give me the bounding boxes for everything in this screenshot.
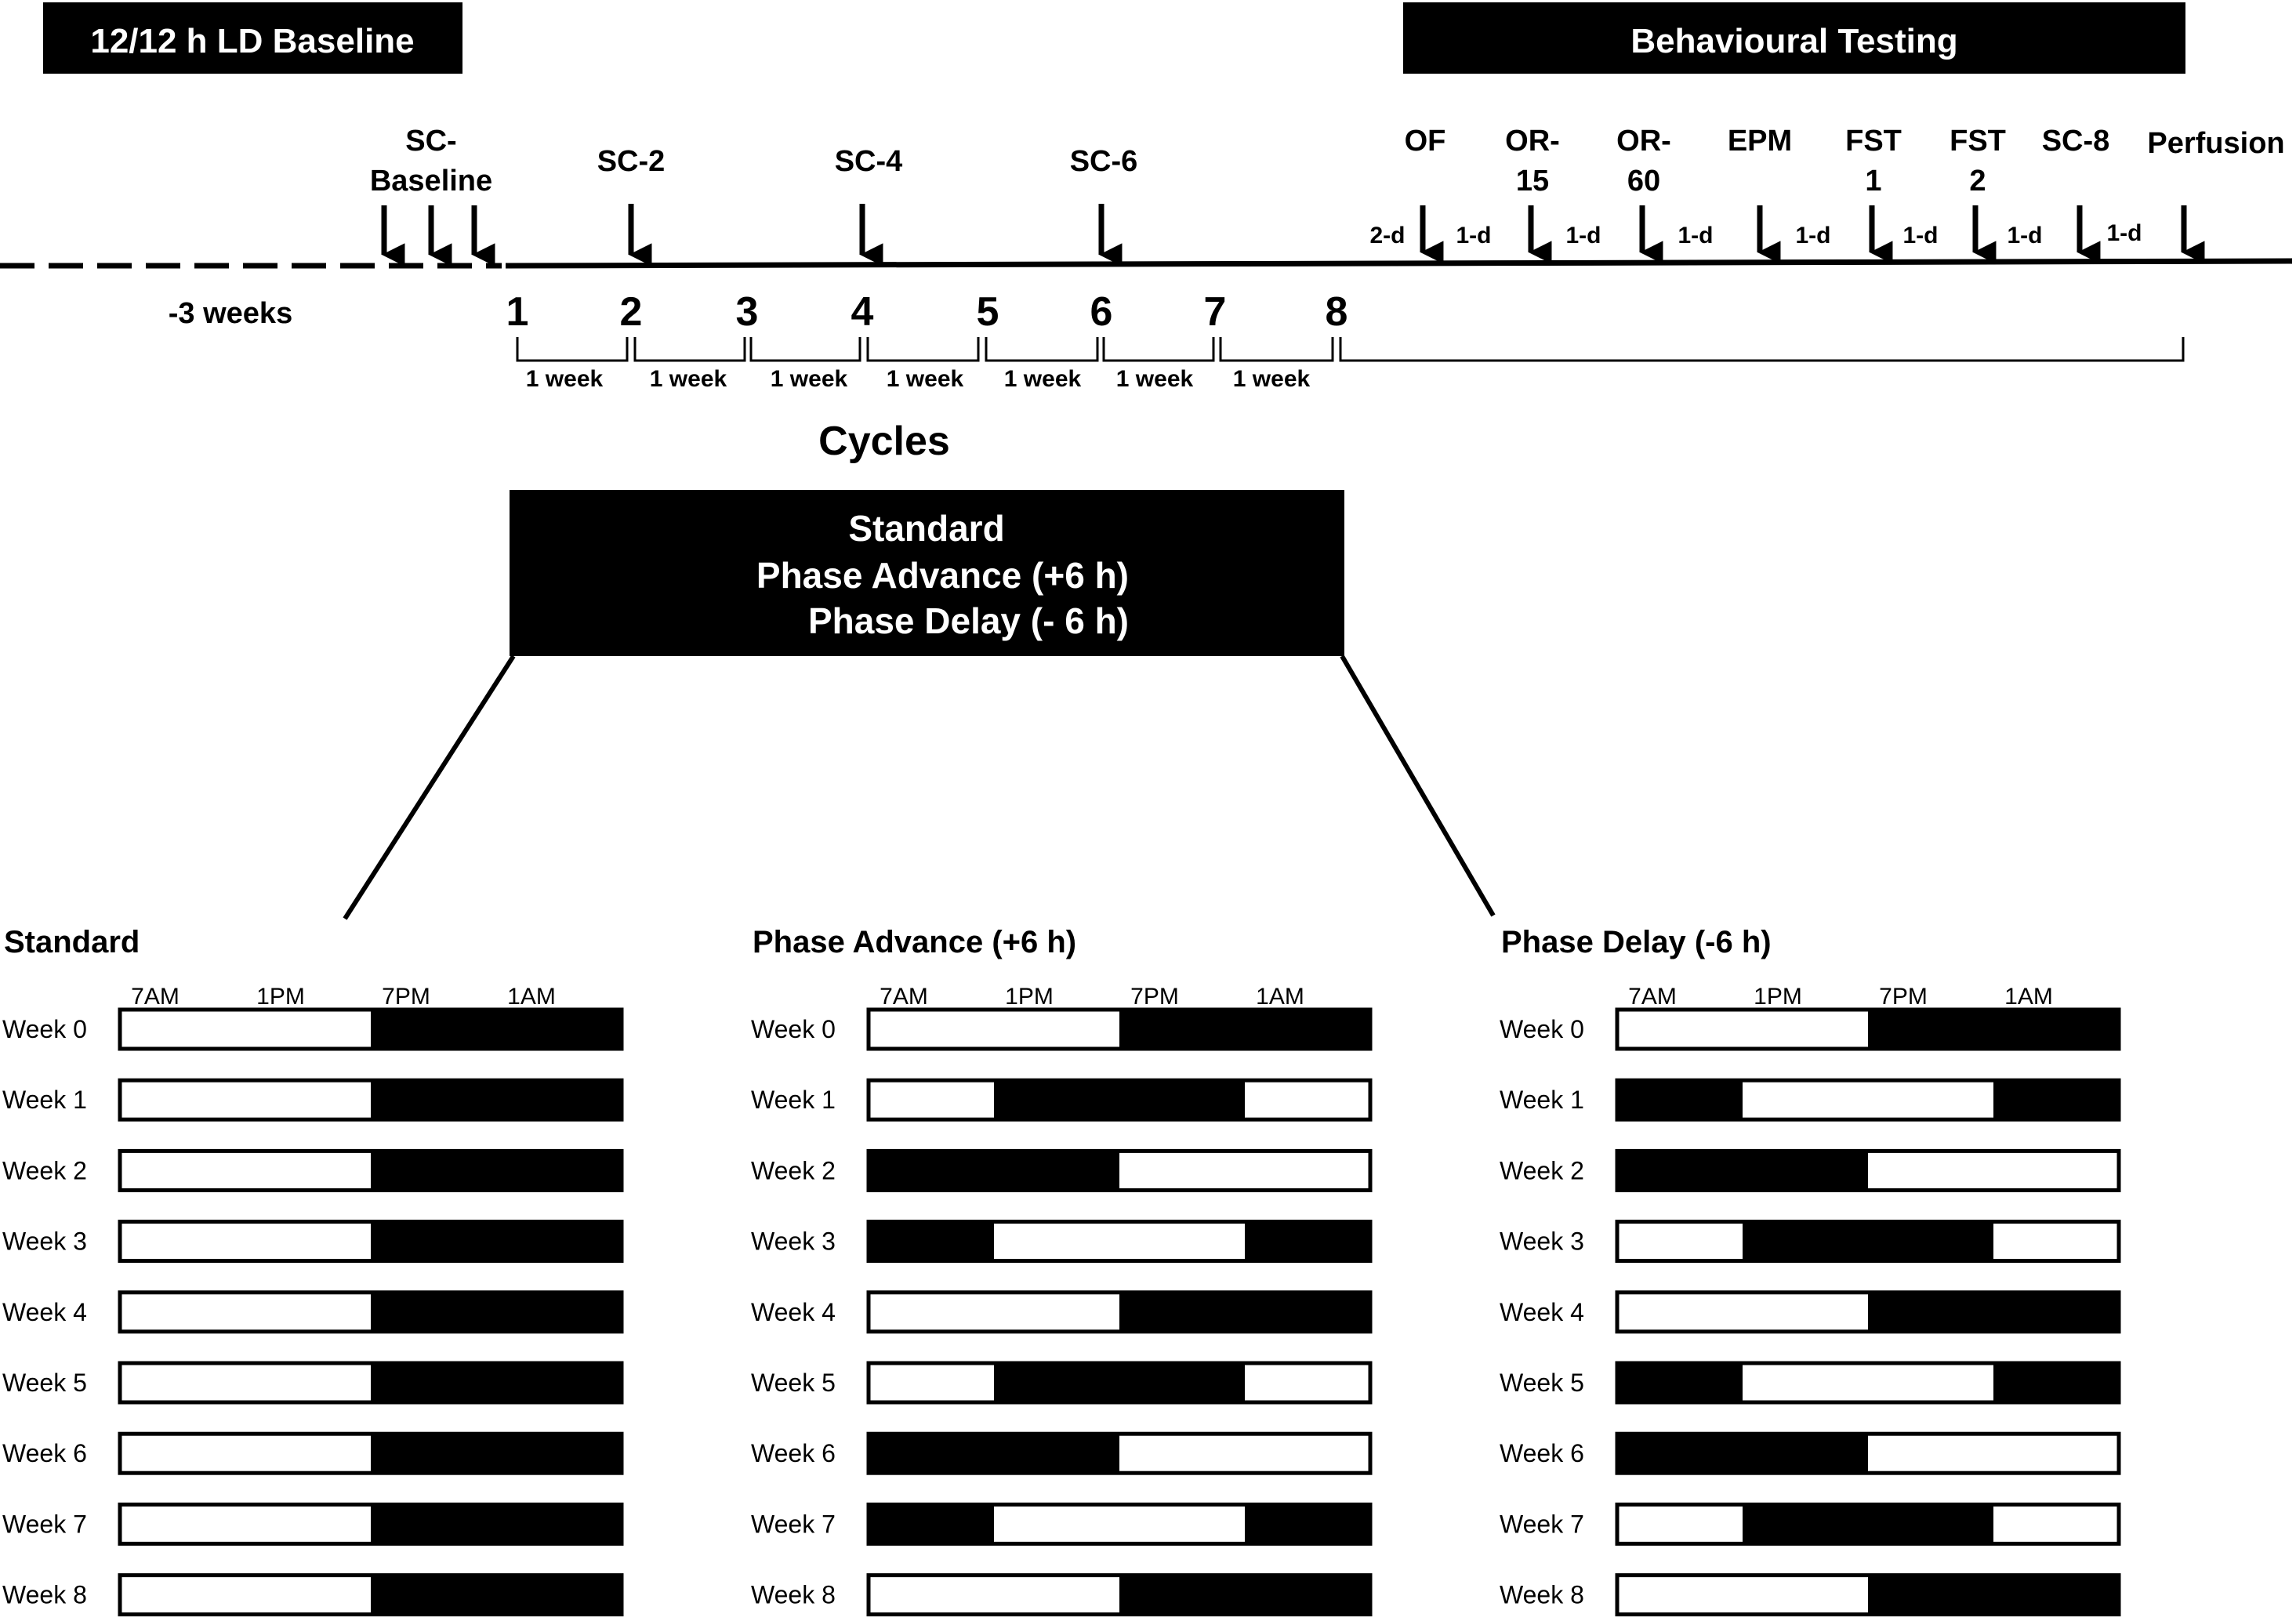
- dark-period-segment: [371, 1504, 622, 1543]
- week-bracket: [517, 337, 627, 361]
- gap-label: 1-d: [1565, 223, 1601, 248]
- week-label: 1 week: [770, 366, 848, 392]
- dark-period-segment: [1245, 1504, 1370, 1543]
- dark-period-segment: [371, 1434, 622, 1473]
- test-label: SC-8: [2041, 125, 2110, 158]
- dark-period-segment: [1119, 1576, 1370, 1615]
- week-row-label: Week 4: [751, 1297, 836, 1326]
- dark-period-segment: [371, 1151, 622, 1190]
- dark-period-segment: [1617, 1151, 1868, 1190]
- cycle-numbers: [506, 289, 1348, 335]
- dark-period-segment: [869, 1151, 1119, 1190]
- sc-session-6: [1070, 145, 1138, 255]
- time-label: 1AM: [2004, 984, 2053, 1010]
- test-fst-2: [1950, 125, 2006, 252]
- week-bracket: [1104, 337, 1213, 361]
- dark-period-segment: [869, 1434, 1119, 1473]
- sc-baseline-label-line2: Baseline: [369, 165, 493, 198]
- gap-label: 1-d: [2007, 223, 2043, 248]
- dark-period-segment: [869, 1504, 994, 1543]
- test-label-sub: 60: [1627, 165, 1661, 198]
- test-label: EPM: [1727, 125, 1793, 158]
- week-row-label: Week 0: [751, 1015, 836, 1043]
- panel-title: Standard: [4, 925, 140, 959]
- week-row-label: Week 1: [1500, 1086, 1584, 1115]
- week-row-label: Week 6: [1500, 1439, 1584, 1468]
- week-row-label: Week 7: [2, 1510, 87, 1539]
- week-row-label: Week 3: [1500, 1227, 1584, 1256]
- gap-label: 1-d: [1456, 223, 1492, 248]
- dark-period-segment: [371, 1010, 622, 1049]
- test-label: OF: [1404, 125, 1446, 158]
- time-label: 1PM: [1754, 984, 1802, 1010]
- conditions-line-standard: Standard: [848, 508, 1005, 549]
- gap-label: 2-d: [1369, 223, 1406, 248]
- week-row-label: Week 4: [2, 1297, 87, 1326]
- dark-period-segment: [1868, 1576, 2119, 1615]
- week-label: 1 week: [1232, 366, 1311, 392]
- dark-period-segment: [994, 1080, 1245, 1119]
- test-label: OR-: [1616, 125, 1671, 158]
- week-row-label: Week 6: [2, 1439, 87, 1468]
- week-row-label: Week 8: [1500, 1580, 1584, 1609]
- week-row-label: Week 1: [751, 1086, 836, 1115]
- time-label: 7PM: [1879, 984, 1928, 1010]
- dark-period-segment: [371, 1222, 622, 1261]
- week-row-label: Week 8: [2, 1580, 87, 1609]
- test-epm: [1728, 125, 1792, 252]
- week-row-label: Week 0: [1500, 1015, 1584, 1043]
- week-row-label: Week 5: [2, 1369, 87, 1397]
- sc-session-label: SC-4: [834, 145, 903, 178]
- panel-standard: [2, 925, 622, 1615]
- test-fst-1: [1845, 125, 1902, 252]
- timeline-axis: [506, 261, 2292, 266]
- funnel-line-left: [345, 656, 513, 919]
- test-or-15: [1505, 125, 1560, 252]
- dark-period-segment: [1617, 1080, 1743, 1119]
- testing-period-bracket: [1340, 337, 2183, 361]
- cycle-number: 5: [976, 289, 999, 335]
- week-label: 1 week: [886, 366, 964, 392]
- dark-period-segment: [371, 1576, 622, 1615]
- dark-period-segment: [1993, 1080, 2119, 1119]
- gap-label: 1-d: [1795, 223, 1831, 248]
- week-bracket: [986, 337, 1097, 361]
- test-label-sub: 2: [1969, 165, 1986, 198]
- time-label: 7AM: [880, 984, 928, 1010]
- dark-period-segment: [1743, 1504, 1993, 1543]
- test-gap-labels: [1370, 220, 2142, 248]
- test-label: Perfusion: [2147, 127, 2285, 160]
- gap-label: 1-d: [1902, 223, 1939, 248]
- week-label: 1 week: [1115, 366, 1194, 392]
- conditions-line-advance: Phase Advance (+6 h): [756, 555, 1129, 596]
- behavioural-testing-banner: [1403, 2, 2185, 74]
- dark-period-segment: [1119, 1293, 1370, 1332]
- cycle-number: 7: [1203, 289, 1227, 335]
- dark-period-segment: [994, 1363, 1245, 1402]
- dark-period-segment: [371, 1080, 622, 1119]
- cycles-title: Cycles: [818, 419, 950, 464]
- conditions-box: [510, 490, 1344, 656]
- week-row-label: Week 3: [2, 1227, 87, 1256]
- week-bracket: [868, 337, 978, 361]
- week-row-label: Week 1: [2, 1086, 87, 1115]
- week-bracket: [751, 337, 860, 361]
- week-row-label: Week 7: [1500, 1510, 1584, 1539]
- sc-session-4: [835, 145, 903, 255]
- test-label: OR-: [1505, 125, 1560, 158]
- cycle-number: 4: [851, 289, 874, 335]
- panel-title: Phase Delay (-6 h): [1501, 925, 1772, 959]
- week-row-label: Week 2: [751, 1156, 836, 1185]
- week-row-label: Week 8: [751, 1580, 836, 1609]
- test-sc-8: [2042, 125, 2110, 252]
- conditions-line-delay: Phase Delay (- 6 h): [807, 600, 1129, 641]
- time-label: 7AM: [131, 984, 180, 1010]
- dark-period-segment: [1119, 1010, 1370, 1049]
- panel-phase-delay: [1500, 925, 2119, 1615]
- sc-baseline-marker: [370, 125, 492, 255]
- dark-period-segment: [1993, 1363, 2119, 1402]
- gap-label: 1-d: [2106, 220, 2142, 246]
- cycle-number: 2: [619, 289, 643, 335]
- dark-period-segment: [1868, 1293, 2119, 1332]
- behavioural-testing-label: Behavioural Testing: [1630, 22, 1958, 60]
- pre-weeks-label: -3 weeks: [168, 297, 293, 330]
- week-bracket: [635, 337, 745, 361]
- sc-baseline-label-line1: SC-: [405, 125, 457, 158]
- week-label: 1 week: [649, 366, 727, 392]
- sc-session-label: SC-6: [1069, 145, 1138, 178]
- dark-period-segment: [371, 1293, 622, 1332]
- time-label: 7AM: [1628, 984, 1677, 1010]
- sc-session-2: [597, 145, 666, 255]
- dark-period-segment: [1743, 1222, 1993, 1261]
- baseline-banner-label: 12/12 h LD Baseline: [90, 22, 415, 60]
- week-row-label: Week 2: [2, 1156, 87, 1185]
- schedule-panels: [2, 925, 2119, 1615]
- week-label: 1 week: [525, 366, 604, 392]
- dark-period-segment: [371, 1363, 622, 1402]
- test-label-sub: 1: [1865, 165, 1882, 198]
- dark-period-segment: [1617, 1434, 1868, 1473]
- week-row-label: Week 5: [1500, 1369, 1584, 1397]
- week-row-label: Week 7: [751, 1510, 836, 1539]
- time-label: 7PM: [1130, 984, 1179, 1010]
- time-label: 1AM: [1256, 984, 1304, 1010]
- test-of: [1405, 125, 1446, 252]
- test-perfusion: [2147, 127, 2284, 252]
- time-label: 1PM: [256, 984, 305, 1010]
- cycle-number: 3: [735, 289, 759, 335]
- cycle-number: 8: [1325, 289, 1348, 335]
- week-row-label: Week 0: [2, 1015, 87, 1043]
- panel-phase-advance: [751, 925, 1370, 1615]
- gap-label: 1-d: [1678, 223, 1714, 248]
- cycle-number: 1: [506, 289, 529, 335]
- week-row-label: Week 4: [1500, 1297, 1584, 1326]
- week-row-label: Week 3: [751, 1227, 836, 1256]
- week-brackets: [517, 337, 2183, 361]
- week-bracket: [1221, 337, 1333, 361]
- week-label: 1 week: [1003, 366, 1082, 392]
- dark-period-segment: [1868, 1010, 2119, 1049]
- time-label: 1AM: [507, 984, 556, 1010]
- week-row-label: Week 6: [751, 1439, 836, 1468]
- time-label: 1PM: [1005, 984, 1054, 1010]
- dark-period-segment: [869, 1222, 994, 1261]
- test-label-sub: 15: [1515, 165, 1550, 198]
- dark-period-segment: [1245, 1222, 1370, 1261]
- sc-session-label: SC-2: [597, 145, 666, 178]
- test-or-60: [1616, 125, 1671, 252]
- time-label: 7PM: [382, 984, 430, 1010]
- behavioural-tests: [1405, 125, 2285, 252]
- panel-title: Phase Advance (+6 h): [753, 925, 1077, 959]
- week-row-label: Week 5: [751, 1369, 836, 1397]
- test-label: FST: [1845, 125, 1902, 158]
- week-row-label: Week 2: [1500, 1156, 1584, 1185]
- baseline-banner: [43, 2, 462, 74]
- funnel-line-right: [1342, 656, 1493, 916]
- cycle-number: 6: [1090, 289, 1113, 335]
- test-label: FST: [1950, 125, 2006, 158]
- week-labels: [526, 366, 1311, 392]
- dark-period-segment: [1617, 1363, 1743, 1402]
